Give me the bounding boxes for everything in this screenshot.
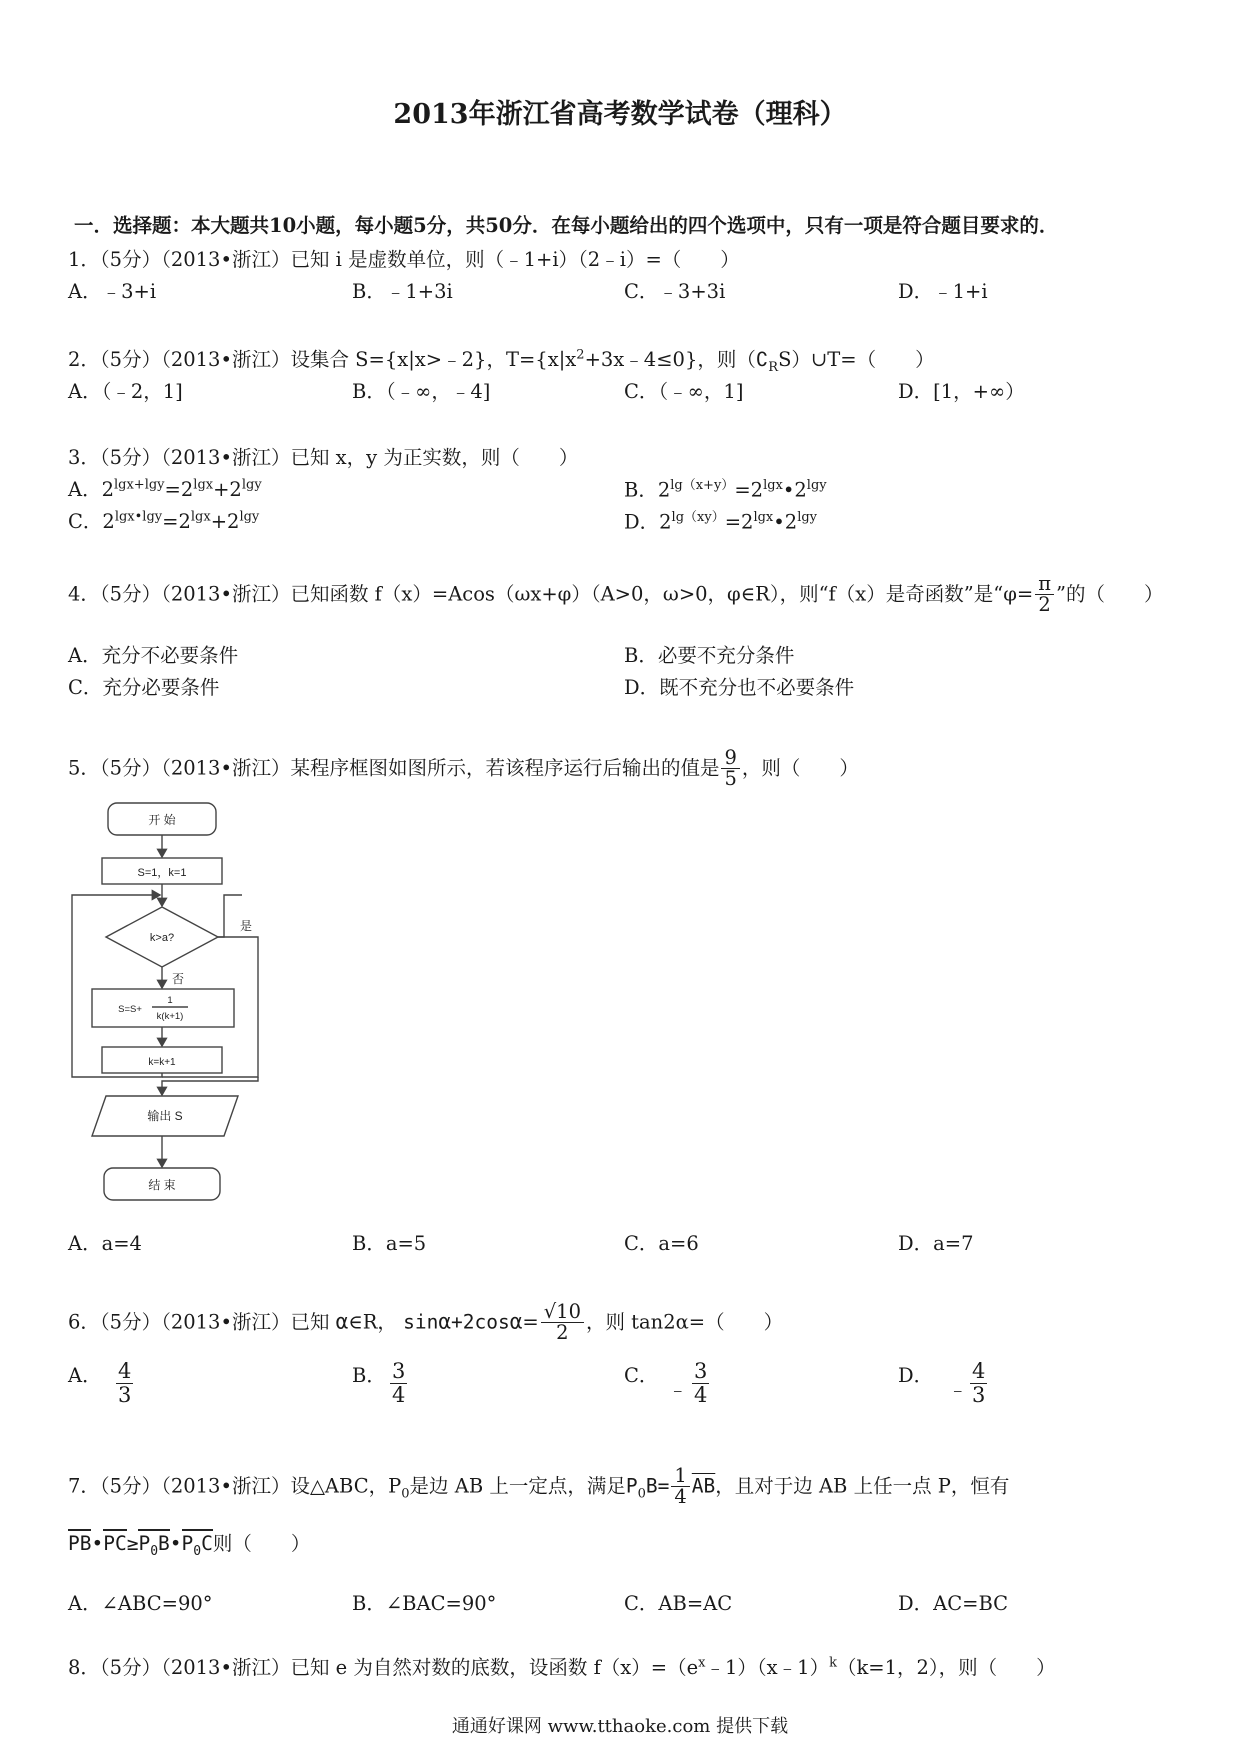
q3-a-rest: =2 xyxy=(164,478,194,501)
q6-a-num: 4 xyxy=(118,1359,132,1383)
q6-d-sign: ﹣ xyxy=(948,1378,968,1401)
q6-option-a-frac xyxy=(116,1360,133,1407)
q7-line2-end: 则（ ） xyxy=(212,1532,311,1555)
q2-stem-a: 2．（5分）（2013•浙江）设集合 S={x|x>﹣2}，T={x|x xyxy=(68,348,577,371)
q6-a-den: 3 xyxy=(118,1383,132,1408)
q4-option-c: C．充分必要条件 xyxy=(68,676,220,699)
question-3-stem: 3．（5分）（2013•浙江）已知 x，y 为正实数，则（ ） xyxy=(68,446,579,469)
q6-eq: = xyxy=(522,1310,539,1334)
q7-dot1: • xyxy=(91,1532,104,1555)
q7-stem-c: ，且对于边 AB 上任一点 P，恒有 xyxy=(715,1474,1010,1498)
q5-frac-num: 9 xyxy=(721,748,739,769)
q4-fraction xyxy=(1035,574,1054,616)
q7-vec-p0b xyxy=(138,1529,170,1559)
q8-stem-b: ﹣1）（x﹣1） xyxy=(705,1656,830,1679)
q3-d-label: D．2 xyxy=(624,510,672,534)
q2-option-a: A．（﹣2，1] xyxy=(68,380,183,403)
q3-d-exp: lg（xy） xyxy=(671,510,725,525)
q7-sub0: 0 xyxy=(401,1486,410,1502)
q4-stem-b: ”的（ ） xyxy=(1056,582,1164,606)
q8-sup2: k xyxy=(829,1655,837,1671)
q3-option-a xyxy=(68,474,262,502)
q3-b-r2: •2 xyxy=(782,478,807,502)
q3-a-e3: lgy xyxy=(241,477,262,493)
q5-frac-den: 5 xyxy=(724,767,737,791)
flow-update-den: k(k+1) xyxy=(156,1011,184,1022)
q4-frac-den: 2 xyxy=(1038,593,1051,617)
q3-c-r2: +2 xyxy=(210,510,240,533)
q6-c-sign: ﹣ xyxy=(668,1378,688,1401)
q6-frac-num: √10 xyxy=(541,1302,584,1323)
q2-sup: 2 xyxy=(576,347,585,363)
q7-dot2: • xyxy=(169,1532,182,1555)
flow-end-text: 结 束 xyxy=(148,1178,176,1192)
q7-l2-b: B xyxy=(158,1532,170,1555)
page-title: 2013年浙江省高考数学试卷（理科） xyxy=(393,99,847,130)
question-4-stem xyxy=(68,574,1164,616)
q7-p0b-b: B= xyxy=(645,1474,670,1498)
q8-stem-a: 8．（5分）（2013•浙江）已知 e 为自然对数的底数，设函数 f（x）=（e xyxy=(68,1656,699,1679)
q5-option-a: A．a=4 xyxy=(68,1232,142,1255)
q6-b-num: 3 xyxy=(392,1359,406,1383)
flow-cond-text: k>a? xyxy=(149,932,175,944)
q5-stem-b: ，则（ ） xyxy=(741,756,859,780)
q4-stem-a: 4．（5分）（2013•浙江）已知函数 f（x）=Acos（ωx+φ）（A>0，ω>0，φ∈R），则“f（x）是奇函数”是“φ= xyxy=(68,582,1034,606)
flow-update-num: 1 xyxy=(167,995,173,1006)
q3-c-label: C．2 xyxy=(68,510,115,533)
q7-option-c: C．AB=AC xyxy=(624,1592,733,1615)
question-7-stem xyxy=(68,1466,1009,1508)
q3-option-c xyxy=(68,506,259,534)
question-8-stem xyxy=(68,1652,1056,1680)
q6-option-b-frac xyxy=(390,1360,407,1407)
q3-b-label: B．2 xyxy=(624,478,671,502)
q6-alpha2: α xyxy=(438,1309,452,1334)
q1-option-c: C．﹣3+3i xyxy=(624,280,726,303)
flow-no-label: 否 xyxy=(171,972,185,986)
q6-c-num: 3 xyxy=(694,1359,708,1383)
q6-option-d-frac xyxy=(970,1360,987,1407)
q5-option-c: C．a=6 xyxy=(624,1232,699,1255)
q7-fraction xyxy=(671,1466,689,1508)
q7-l2-c: C xyxy=(201,1532,213,1555)
q3-a-e2: lgx xyxy=(193,477,214,493)
q5-stem-a: 5．（5分）（2013•浙江）某程序框图如图所示，若该程序运行后输出的值是 xyxy=(68,756,720,780)
q5-option-b: B．a=5 xyxy=(352,1232,427,1255)
q6-d-den: 3 xyxy=(972,1383,986,1408)
q7-ab: $\overline{AB}$ xyxy=(691,1474,716,1498)
q3-d-e3: lgy xyxy=(797,510,818,525)
q7-option-a: A．∠ABC=90° xyxy=(68,1592,213,1615)
q3-b-exp: lg（x+y） xyxy=(670,478,735,493)
q6-option-d-label: D． xyxy=(898,1364,934,1387)
q6-option-c-frac xyxy=(692,1360,709,1407)
q2-stem-c: S）∪T=（ ） xyxy=(778,348,935,371)
q3-option-b xyxy=(624,474,827,503)
flow-start-text: 开 始 xyxy=(148,813,176,827)
q3-a-label: A．2 xyxy=(68,478,114,501)
q7-frac-den: 4 xyxy=(674,1485,687,1509)
q7-frac-num: 1 xyxy=(671,1466,689,1487)
q7-l2-sub1: 0 xyxy=(150,1543,159,1559)
q6-stem-b: ，则 tan2α=（ ） xyxy=(585,1310,784,1334)
q4-frac-num: π xyxy=(1035,574,1054,595)
q3-c-e2: lgx xyxy=(190,509,211,525)
q3-a-r2: +2 xyxy=(213,478,242,501)
q8-sup1: x xyxy=(698,1655,706,1671)
q2-option-b: B．（﹣∞，﹣4] xyxy=(352,380,491,403)
q3-a-exp: lgx+lgy xyxy=(114,477,165,493)
footer-text: 通通好课网 www.tthaoke.com 提供下载 xyxy=(451,1716,789,1737)
q4-option-b: B．必要不充分条件 xyxy=(624,644,795,667)
q3-d-e2: lgx xyxy=(753,510,774,525)
q3-d-rest: =2 xyxy=(724,510,754,534)
question-1-stem: 1．（5分）（2013•浙江）已知 i 是虚数单位，则（﹣1+i）（2﹣i）=（ ） xyxy=(68,248,740,271)
q6-c-den: 4 xyxy=(694,1383,708,1408)
q4-option-a: A．充分不必要条件 xyxy=(68,644,239,667)
q7-option-d: D．AC=BC xyxy=(898,1592,1009,1615)
q6-option-c-label: C． xyxy=(624,1364,659,1387)
flow-incr-text: k=k+1 xyxy=(148,1057,176,1068)
q7-p0b-sub: 0 xyxy=(637,1486,646,1502)
question-7-line2 xyxy=(68,1528,310,1559)
flow-yes-label: 是 xyxy=(239,919,253,933)
flow-init-text: S=1，k=1 xyxy=(137,867,187,879)
q6-in-r: ∈R， xyxy=(348,1310,397,1334)
q6-option-a-label: A． xyxy=(68,1364,102,1387)
q6-fraction xyxy=(541,1302,584,1344)
question-2-stem xyxy=(68,344,935,375)
q7-option-b: B．∠BAC=90° xyxy=(352,1592,497,1615)
q6-frac-den: 2 xyxy=(556,1321,569,1345)
q3-c-e3: lgy xyxy=(239,509,260,525)
q7-l2-sub2: 0 xyxy=(193,1543,202,1559)
q1-option-b: B．﹣1+3i xyxy=(352,280,453,303)
section-heading: 一．选择题：本大题共10小题，每小题5分，共50分．在每小题给出的四个选项中，只有一项是符合题目要求的． xyxy=(74,214,1059,237)
q1-option-d: D．﹣1+i xyxy=(898,280,988,303)
q1-option-a: A．﹣3+i xyxy=(68,280,157,303)
q6-d-num: 4 xyxy=(972,1359,986,1383)
flow-output-text: 输出 S xyxy=(147,1109,183,1123)
q6-plus: +2cos xyxy=(451,1310,510,1334)
q7-vec-pb: PB xyxy=(68,1529,91,1555)
flow-update-text: S=S+ xyxy=(118,1004,142,1015)
q5-option-d: D．a=7 xyxy=(898,1232,974,1255)
q5-fraction xyxy=(721,748,739,790)
q3-c-rest: =2 xyxy=(162,510,191,533)
q6-alpha1: α xyxy=(335,1309,349,1334)
q7-l2-p: P xyxy=(138,1532,151,1555)
q3-option-d xyxy=(624,506,817,535)
q6-option-b-label: B． xyxy=(352,1364,386,1387)
q2-option-c: C．（﹣∞，1] xyxy=(624,380,744,403)
q8-stem-c: （k=1，2），则（ ） xyxy=(836,1656,1056,1679)
flowchart xyxy=(60,795,260,1220)
q3-b-rest: =2 xyxy=(734,478,764,502)
q7-p0b: P xyxy=(625,1474,638,1498)
question-5-stem xyxy=(68,748,859,790)
q6-b-den: 4 xyxy=(392,1383,406,1408)
q3-c-exp: lgx•lgy xyxy=(114,509,163,525)
q3-d-r2: •2 xyxy=(773,510,798,534)
q7-vec-p0c xyxy=(181,1529,213,1559)
q6-alpha3: α xyxy=(509,1309,523,1334)
q2-option-d: D．[1，+∞） xyxy=(898,380,1025,403)
q4-option-d: D．既不充分也不必要条件 xyxy=(624,676,855,699)
q7-stem-b: 是边 AB 上一定点，满足 xyxy=(409,1474,626,1498)
q7-vec-pc: PC xyxy=(103,1529,126,1555)
q2-sub: R xyxy=(768,359,779,375)
q7-ge: ≥ xyxy=(126,1532,139,1555)
q6-sin: sin xyxy=(403,1310,439,1334)
q3-b-e2: lgx xyxy=(763,478,783,493)
q2-stem-b: +3x﹣4≤0}，则（∁ xyxy=(584,348,769,371)
q7-l2-p2: P xyxy=(181,1532,194,1555)
question-6-stem xyxy=(68,1302,783,1344)
q3-b-e3: lgy xyxy=(806,478,827,493)
q7-stem-a: 7．（5分）（2013•浙江）设△ABC，P xyxy=(68,1474,402,1498)
q6-stem-a: 6．（5分）（2013•浙江）已知 xyxy=(68,1310,330,1334)
